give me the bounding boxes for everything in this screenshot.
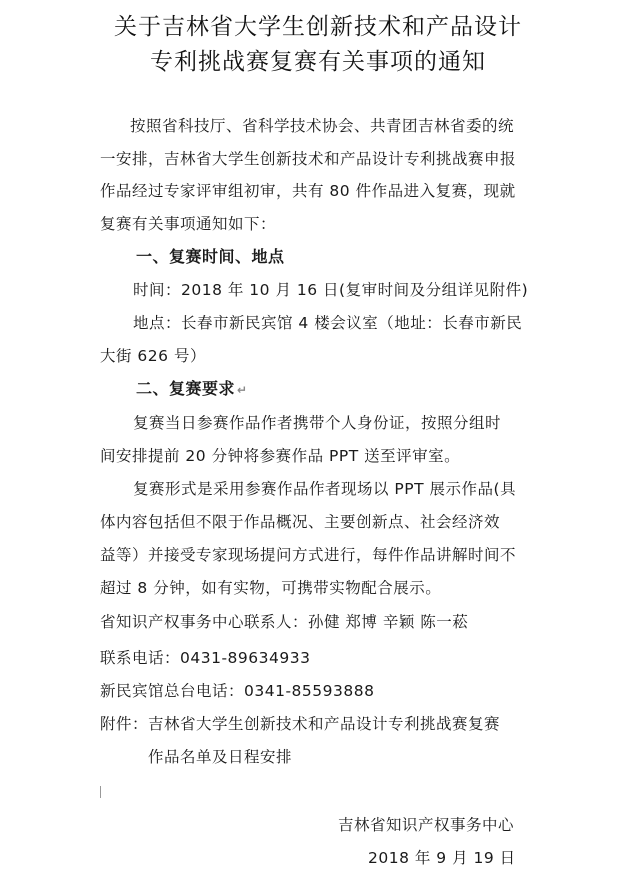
section-1-heading: 一、复赛时间、地点 xyxy=(136,247,285,266)
signature-organization: 吉林省知识产权事务中心 xyxy=(338,816,515,834)
section-2-para-2-line-1: 复赛形式是采用参赛作品作者现场以 PPT 展示作品(具 xyxy=(133,480,517,498)
cursor-mark xyxy=(100,786,101,798)
paragraph-mark-icon: ↵ xyxy=(237,383,248,397)
signature-date: 2018 年 9 月 19 日 xyxy=(368,849,516,867)
document-title-line-1: 关于吉林省大学生创新技术和产品设计 xyxy=(114,14,522,40)
contact-people: 省知识产权事务中心联系人：孙健 郑博 辛颖 陈一菘 xyxy=(100,613,469,631)
document-title-line-2: 专利挑战赛复赛有关事项的通知 xyxy=(150,49,486,75)
intro-line-3: 作品经过专家评审组初审，共有 80 件作品进入复赛，现就 xyxy=(100,182,516,200)
intro-line-1: 按照省科技厅、省科学技术协会、共青团吉林省委的统 xyxy=(130,117,515,135)
intro-line-4: 复赛有关事项通知如下： xyxy=(100,215,277,233)
attachment-line-2: 作品名单及日程安排 xyxy=(148,748,293,766)
section-2-para-2-line-3: 益等）并接受专家现场提问方式进行，每件作品讲解时间不 xyxy=(100,546,517,564)
section-2-para-2-line-4: 超过 8 分钟，如有实物，可携带实物配合展示。 xyxy=(100,579,442,597)
section-2-heading-text: 二、复赛要求 xyxy=(136,379,236,398)
section-1-time: 时间：2018 年 10 月 16 日(复审时间及分组详见附件) xyxy=(133,281,529,299)
contact-phone: 联系电话：0431-89634933 xyxy=(100,649,311,667)
section-2-para-2-line-2: 体内容包括但不限于作品概况、主要创新点、社会经济效 xyxy=(100,513,501,531)
section-2-para-1-line-1: 复赛当日参赛作品作者携带个人身份证，按照分组时 xyxy=(133,414,502,432)
hotel-phone: 新民宾馆总台电话：0341-85593888 xyxy=(100,682,375,700)
section-2-heading xyxy=(136,379,248,400)
section-2-para-1-line-2: 间安排提前 20 分钟将参赛作品 PPT 送至评审室。 xyxy=(100,447,461,465)
attachment-line-1: 附件：吉林省大学生创新技术和产品设计专利挑战赛复赛 xyxy=(100,715,501,733)
section-1-place-line-2: 大街 626 号） xyxy=(100,347,206,365)
section-1-place-line-1: 地点：长春市新民宾馆 4 楼会议室（地址：长春市新民 xyxy=(133,314,523,332)
intro-line-2: 一安排，吉林省大学生创新技术和产品设计专利挑战赛申报 xyxy=(100,150,517,168)
